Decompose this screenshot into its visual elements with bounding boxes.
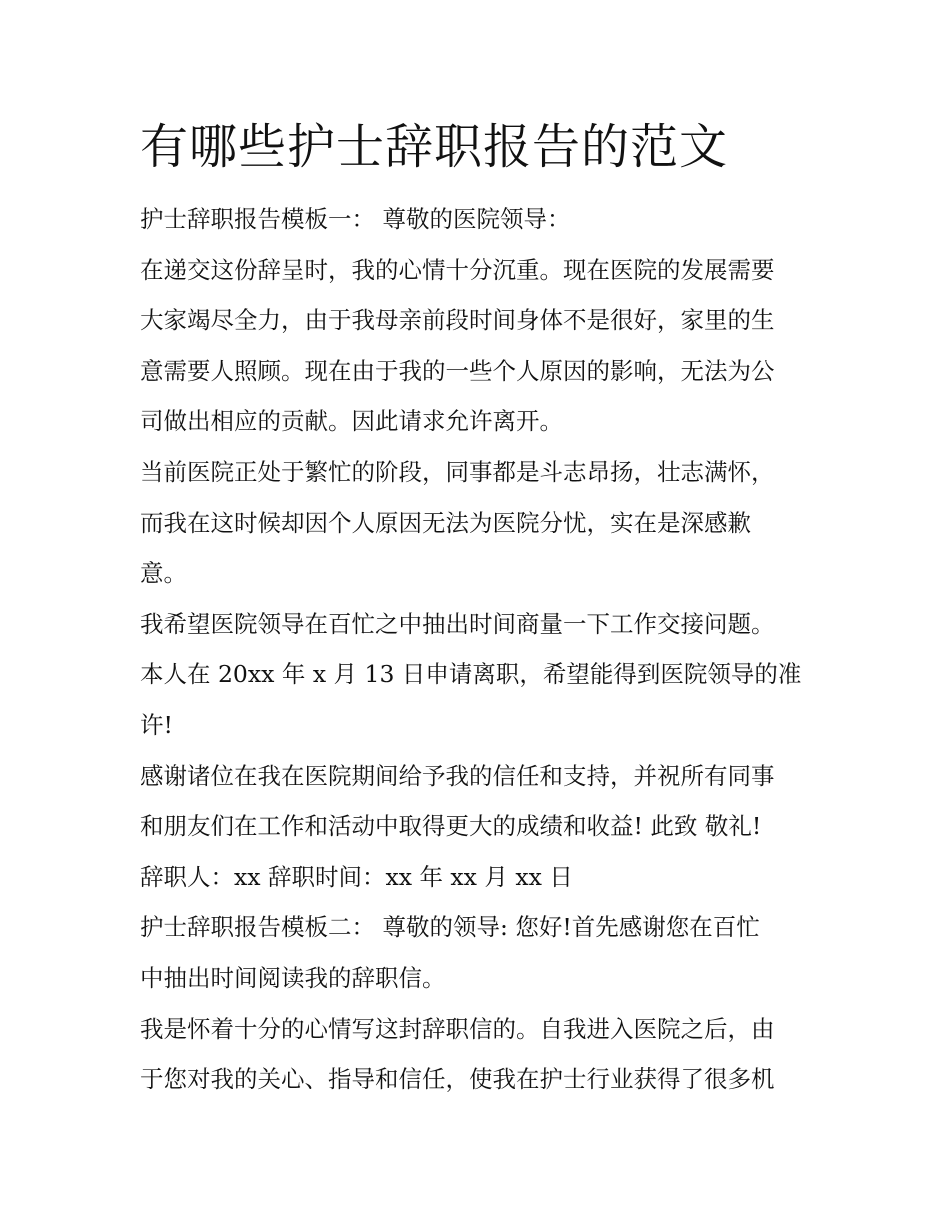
text-line: 在递交这份辞呈时，我的心情十分沉重。现在医院的发展需要 bbox=[140, 255, 775, 284]
text-line: 当前医院正处于繁忙的阶段，同事都是斗志昂扬，壮志满怀， bbox=[140, 457, 775, 486]
text-line: 护士辞职报告模板二： 尊敬的领导: 您好!首先感谢您在百忙 bbox=[140, 913, 760, 942]
document-title: 有哪些护士辞职报告的范文 bbox=[140, 119, 729, 175]
paragraph-body-1 bbox=[140, 245, 820, 447]
paragraph-salutation-1 bbox=[140, 194, 820, 245]
text-line: 而我在这时候却因个人原因无法为医院分忧，实在是深感歉 bbox=[140, 508, 751, 537]
text-line: 大家竭尽全力，由于我母亲前段时间身体不是很好，家里的生 bbox=[140, 306, 775, 335]
text-line: 本人在 20xx 年 x 月 13 日申请离职，希望能得到医院领导的准 bbox=[140, 660, 802, 689]
signature-line: 辞职人：xx 辞职时间：xx 年 xx 月 xx 日 bbox=[140, 862, 573, 891]
text-line: 司做出相应的贡献。因此请求允许离开。 bbox=[140, 407, 563, 436]
paragraph-body-2 bbox=[140, 447, 820, 599]
text-line: 我是怀着十分的心情写这封辞职信的。自我进入医院之后，由 bbox=[140, 1014, 775, 1043]
paragraph-closing-1 bbox=[140, 751, 820, 903]
text-line: 意。 bbox=[140, 559, 187, 588]
text-line: 许! bbox=[140, 710, 173, 739]
text-line: 于您对我的关心、指导和信任，使我在护士行业获得了很多机 bbox=[140, 1065, 775, 1094]
text-line: 我希望医院领导在百忙之中抽出时间商量一下工作交接问题。 bbox=[140, 609, 775, 638]
text-line: 护士辞职报告模板一： 尊敬的医院领导： bbox=[140, 205, 571, 233]
text-line: 中抽出时间阅读我的辞职信。 bbox=[140, 963, 446, 992]
text-line: 感谢诸位在我在医院期间给予我的信任和支持，并祝所有同事 bbox=[140, 761, 775, 790]
paragraph-body-3 bbox=[140, 599, 820, 751]
text-line: 和朋友们在工作和活动中取得更大的成绩和收益! 此致 敬礼! bbox=[140, 812, 762, 841]
document-page bbox=[140, 112, 820, 1105]
paragraph-body-4 bbox=[140, 1004, 820, 1105]
paragraph-salutation-2 bbox=[140, 902, 820, 1003]
text-line: 意需要人照顾。现在由于我的一些个人原因的影响，无法为公 bbox=[140, 356, 775, 385]
